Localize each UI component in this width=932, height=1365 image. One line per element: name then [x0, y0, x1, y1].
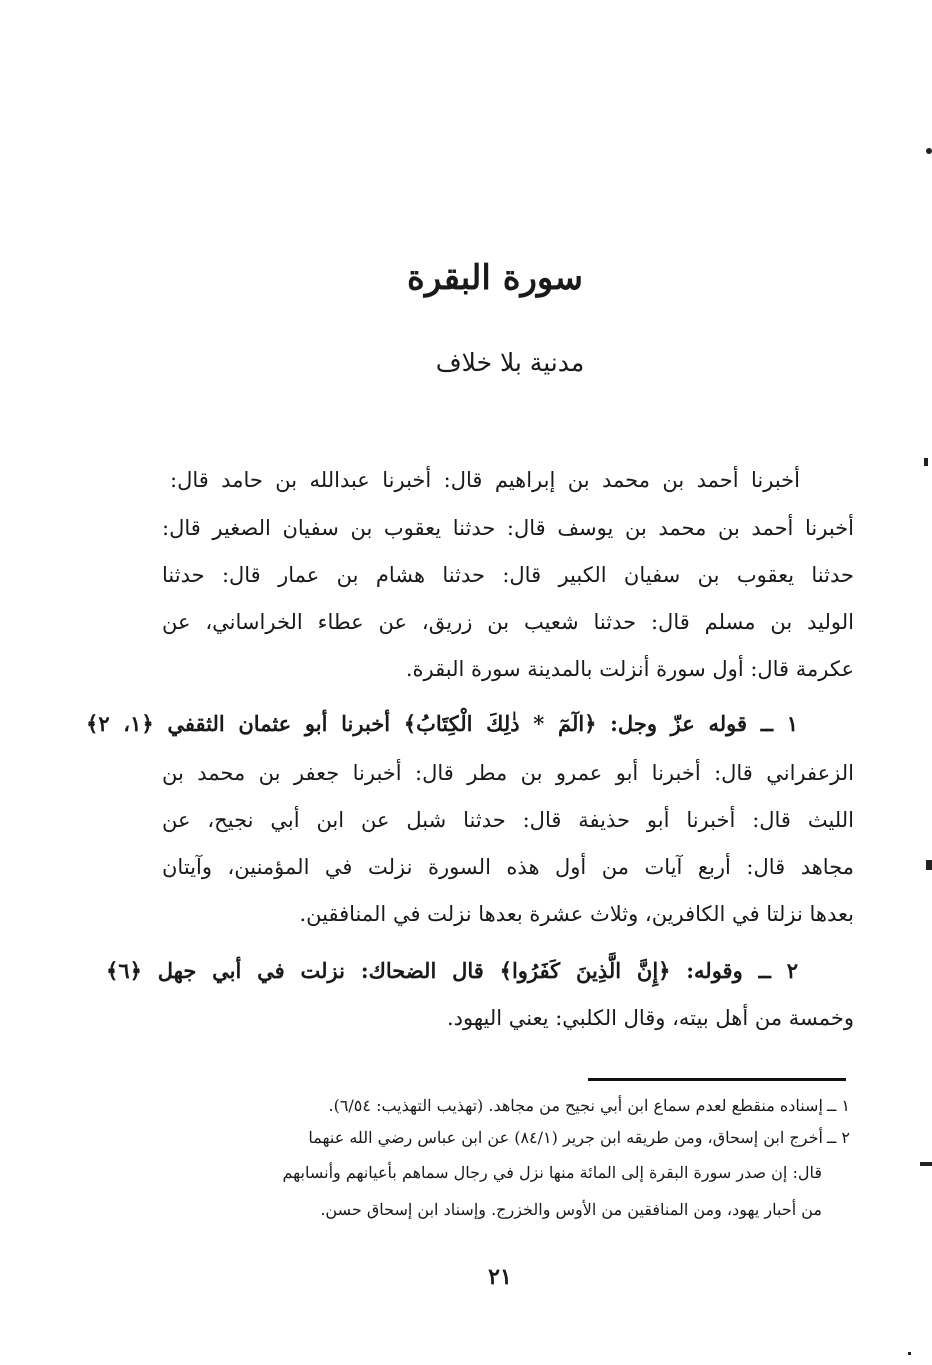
scan-mark [920, 1162, 932, 1166]
paragraph1-line: حدثنا يعقوب بن سفيان الكبير قال: حدثنا هشام بن عمار قال: حدثنا [162, 563, 854, 587]
footnote-text: قال: إن صدر سورة البقرة إلى المائة منها نزل في رجال سماهم بأعيانهم وأنسابهم [282, 1163, 822, 1182]
section1-heading: ١ ــ قوله عزّ وجل: ﴿الٓمٓ * ذٰلِكَ الْكِتَابُ﴾ أخبرنا أبو عثمان الثقفي ﴿١، ٢﴾ [86, 711, 798, 736]
footnote-separator [588, 1078, 846, 1081]
scan-mark [908, 1352, 911, 1355]
paragraph1-line: أخبرنا أحمد بن محمد بن إبراهيم قال: أخبرنا عبدالله بن حامد قال: [170, 468, 800, 492]
footnote-number: ١ ــ [826, 1096, 850, 1115]
footnote-2-cont [282, 1165, 822, 1181]
footnote-2-cont [320, 1202, 822, 1218]
section2-line: وخمسة من أهل بيته، وقال الكلبي: يعني اليهود. [446, 1006, 854, 1030]
surah-title: سورة البقرة [407, 258, 583, 298]
page-number: ٢١ [488, 1264, 512, 1290]
footnote-text: إسناده منقطع لعدم سماع ابن أبي نجيح من مجاهد. (تهذيب التهذيب: ٦/٥٤). [328, 1096, 823, 1115]
footnote-text: أخرج ابن إسحاق، ومن طريقه ابن جرير (٨٤/١) عن ابن عباس رضي الله عنهما [308, 1128, 823, 1147]
footnote-1 [328, 1098, 850, 1114]
paragraph1-line: الوليد بن مسلم قال: حدثنا شعيب بن زريق، عن عطاء الخراساني، عن [162, 610, 854, 634]
footnote-2 [308, 1130, 850, 1146]
section2-heading: ٢ ــ وقوله: ﴿إِنَّ الَّذِينَ كَفَرُوا﴾ قال الضحاك: نزلت في أبي جهل ﴿٦﴾ [106, 958, 798, 983]
section1-line: بعدها نزلتا في الكافرين، وثلاث عشرة بعدها نزلت في المنافقين. [299, 902, 854, 926]
section1-line: الليث قال: أخبرنا أبو حذيفة قال: حدثنا شبل عن ابن أبي نجيح، عن [162, 808, 854, 832]
scan-mark [924, 458, 928, 466]
scan-mark [926, 148, 932, 154]
scan-mark [926, 860, 932, 870]
paragraph1-line: أخبرنا أحمد بن محمد بن يوسف قال: حدثنا يعقوب بن سفيان الصغير قال: [162, 516, 854, 540]
section1-line: الزعفراني قال: أخبرنا أبو عمرو بن مطر قال: أخبرنا جعفر بن محمد بن [162, 761, 854, 785]
surah-subtitle: مدنية بلا خلاف [435, 348, 585, 377]
footnote-number: ٢ ــ [826, 1128, 850, 1147]
footnote-text: من أحبار يهود، ومن المنافقين من الأوس والخزرج. وإسناد ابن إسحاق حسن. [320, 1200, 822, 1219]
section1-line: مجاهد قال: أربع آيات من أول هذه السورة نزلت في المؤمنين، وآيتان [162, 855, 854, 879]
paragraph1-line: عكرمة قال: أول سورة أنزلت بالمدينة سورة البقرة. [405, 657, 854, 681]
